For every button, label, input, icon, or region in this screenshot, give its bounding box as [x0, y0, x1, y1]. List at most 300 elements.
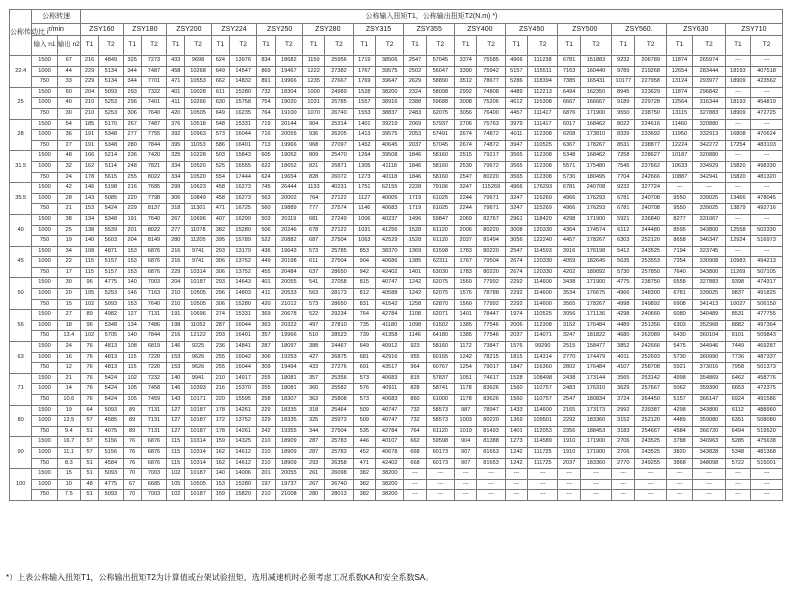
torque-cell: 25973 — [325, 416, 353, 427]
torque-cell: 5198 — [99, 183, 123, 194]
torque-cell: 38916 — [375, 98, 403, 109]
torque-cell: 14803 — [229, 289, 256, 300]
torque-cell: 713 — [257, 140, 275, 151]
torque-cell: 111725 — [528, 458, 558, 469]
torque-cell: 75942 — [477, 66, 505, 77]
input-speed-cell: 1000 — [32, 193, 57, 204]
torque-cell: 5134 — [99, 66, 123, 77]
torque-cell: 210 — [257, 437, 275, 448]
t2-header: T2 — [99, 36, 123, 56]
t1-header: T1 — [725, 36, 750, 56]
torque-cell: 834 — [257, 56, 275, 67]
torque-cell: 388 — [302, 342, 324, 353]
torque-cell: 3152 — [612, 416, 635, 427]
torque-cell: 3008 — [505, 225, 527, 236]
torque-cell: 174574 — [580, 225, 611, 236]
input-speed-cell: 750 — [32, 236, 57, 247]
torque-cell: 76 — [80, 373, 98, 384]
torque-cell: 6819 — [141, 342, 166, 353]
torque-cell: 89 — [123, 405, 141, 416]
torque-cell: 342272 — [693, 140, 725, 151]
torque-cell: --- — [528, 490, 558, 501]
torque-cell: 253553 — [635, 257, 666, 268]
torque-cell: 1098 — [404, 320, 426, 331]
torque-cell: 1242 — [505, 458, 527, 469]
torque-cell: 79671 — [477, 204, 505, 215]
torque-cell: 3565 — [505, 151, 527, 162]
torque-cell: 5348 — [725, 447, 750, 458]
torque-cell: 1369 — [505, 416, 527, 427]
torque-cell: 8277 — [666, 214, 692, 225]
t1-header: T1 — [558, 36, 580, 56]
torque-cell: 188453 — [580, 426, 611, 437]
torque-cell: 1557 — [353, 98, 375, 109]
t2-header: T2 — [751, 36, 783, 56]
torque-cell: 11301 — [185, 204, 211, 215]
torque-cell: 60173 — [426, 458, 454, 469]
torque-cell: 38200 — [375, 479, 403, 490]
torque-cell: 168462 — [580, 119, 611, 130]
torque-cell: 7755 — [141, 130, 166, 141]
torque-cell: 649 — [211, 108, 229, 119]
torque-cell: 58160 — [426, 342, 454, 353]
torque-cell: 334 — [167, 161, 185, 172]
torque-cell: 9837 — [725, 289, 750, 300]
table-row — [10, 214, 783, 225]
table-row — [10, 98, 783, 109]
torque-cell: 120330 — [528, 225, 558, 236]
torque-cell: 458776 — [751, 373, 783, 384]
model-header: ZSY500 — [558, 24, 612, 36]
torque-cell: 19966 — [275, 77, 302, 88]
torque-cell: 112308 — [528, 151, 558, 162]
torque-cell: 359080 — [693, 416, 725, 427]
torque-cell: 162 — [80, 161, 98, 172]
torque-cell: 115511 — [528, 66, 558, 77]
torque-cell: --- — [751, 246, 783, 257]
torque-cell: 343800 — [693, 405, 725, 416]
torque-cell: 42529 — [375, 236, 403, 247]
t1-header: T1 — [455, 36, 477, 56]
torque-cell: 77546 — [477, 320, 505, 331]
torque-cell: 236 — [123, 151, 141, 162]
torque-cell: 1553 — [353, 108, 375, 119]
torque-cell: 146 — [123, 289, 141, 300]
torque-cell: 560 — [257, 204, 275, 215]
torque-cell: 678 — [302, 225, 324, 236]
t1-header: T1 — [612, 36, 635, 56]
torque-cell: 280 — [123, 140, 141, 151]
torque-cell: 4813 — [99, 352, 123, 363]
torque-cell: 62311 — [426, 257, 454, 268]
torque-cell: 114593 — [528, 246, 558, 257]
table-row — [10, 172, 783, 183]
torque-cell: 3820 — [666, 447, 692, 458]
torque-cell: 3724 — [612, 395, 635, 406]
torque-cell: 111725 — [528, 447, 558, 458]
torque-cell: 38200 — [375, 87, 403, 98]
torque-cell: 10228 — [185, 151, 211, 162]
torque-cell: 287 — [211, 320, 229, 331]
torque-cell: 293 — [123, 87, 141, 98]
torque-cell: 6685 — [141, 479, 166, 490]
torque-cell: 491586 — [751, 395, 783, 406]
torque-cell: 255 — [211, 363, 229, 374]
torque-cell: 4849 — [99, 56, 123, 67]
input-speed-header: 输入 n1 — [32, 36, 57, 56]
torque-cell: 3152 — [558, 320, 580, 331]
torque-cell: 15595 — [229, 395, 256, 406]
torque-cell: 10314 — [185, 447, 211, 458]
torque-cell: 10314 — [185, 267, 211, 278]
torque-cell: 535 — [353, 426, 375, 437]
torque-cell: 27504 — [325, 236, 353, 247]
torque-cell: 340963 — [693, 437, 725, 448]
torque-cell: 42784 — [375, 310, 403, 321]
torque-cell: 20055 — [275, 278, 302, 289]
torque-cell: 74617 — [477, 373, 505, 384]
torque-cell: 325 — [302, 416, 324, 427]
torque-cell: 3008 — [455, 98, 477, 109]
torque-cell: 907 — [455, 447, 477, 458]
torque-cell: --- — [580, 469, 611, 480]
torque-cell: 7420 — [141, 151, 166, 162]
table-row — [10, 363, 783, 374]
torque-cell: 16299 — [229, 214, 256, 225]
torque-cell: 5424 — [99, 204, 123, 215]
torque-cell: 5093 — [99, 299, 123, 310]
model-header: ZSY224 — [211, 24, 257, 36]
torque-cell: 206789 — [635, 56, 666, 67]
torque-cell: 277 — [167, 225, 185, 236]
torque-cell: 339025 — [693, 193, 725, 204]
torque-cell: --- — [725, 56, 750, 67]
torque-cell: 15843 — [229, 151, 256, 162]
torque-cell: 494213 — [751, 257, 783, 268]
torque-cell: 57937 — [426, 119, 454, 130]
torque-cell: 306 — [257, 352, 275, 363]
torque-cell: 255 — [257, 373, 275, 384]
output-speed-cell: 15 — [57, 299, 80, 310]
torque-cell: 14006 — [229, 469, 256, 480]
torque-cell: 363 — [302, 395, 324, 406]
torque-cell: 471 — [211, 204, 229, 215]
torque-cell: 233692 — [635, 130, 666, 141]
torque-cell: 1576 — [505, 342, 527, 353]
torque-cell: 6781 — [666, 289, 692, 300]
torque-cell: 75206 — [477, 98, 505, 109]
torque-cell: 497364 — [751, 320, 783, 331]
torque-cell: 7640 — [141, 108, 166, 119]
torque-cell: 180495 — [580, 172, 611, 183]
torque-cell: 19966 — [275, 331, 302, 342]
torque-cell: 287 — [257, 342, 275, 353]
torque-cell: 115269 — [477, 183, 505, 194]
torque-cell: 27504 — [325, 426, 353, 437]
torque-cell: 76 — [80, 342, 98, 353]
torque-cell: 62075 — [426, 108, 454, 119]
torque-cell: 111238 — [528, 56, 558, 67]
torque-cell: 433 — [167, 56, 185, 67]
output-speed-cell: 34 — [57, 246, 80, 257]
torque-cell: 5730 — [558, 172, 580, 183]
torque-cell: 3438 — [558, 278, 580, 289]
torque-cell: 210 — [80, 98, 98, 109]
table-row — [10, 225, 783, 236]
torque-cell: 3390 — [455, 66, 477, 77]
table-row — [10, 140, 783, 151]
torque-cell: 18335 — [275, 405, 302, 416]
torque-cell: 51 — [80, 469, 98, 480]
torque-cell: 257850 — [635, 267, 666, 278]
torque-cell: 168462 — [580, 151, 611, 162]
torque-cell: 2547 — [455, 172, 477, 183]
torque-cell: 19253 — [275, 352, 302, 363]
torque-cell: 1051 — [455, 373, 477, 384]
torque-cell: 176293 — [580, 193, 611, 204]
torque-cell: 8022 — [612, 119, 635, 130]
torque-cell: 1560 — [455, 299, 477, 310]
torque-cell: 904 — [455, 437, 477, 448]
torque-cell: 4966 — [558, 204, 580, 215]
torque-cell: 5730 — [666, 352, 692, 363]
input-speed-cell: 1000 — [32, 289, 57, 300]
torque-cell: 229 — [80, 77, 98, 88]
torque-cell: 191 — [80, 140, 98, 151]
torque-cell: 160440 — [580, 66, 611, 77]
torque-cell: 3247 — [505, 193, 527, 204]
torque-cell: 5722 — [725, 458, 750, 469]
torque-cell: 472375 — [751, 384, 783, 395]
torque-cell: 330908 — [693, 257, 725, 268]
t2-header: T2 — [635, 36, 666, 56]
torque-cell: 968 — [302, 140, 324, 151]
torque-cell: 280 — [167, 236, 185, 247]
torque-cell: 89 — [80, 310, 98, 321]
torque-cell: 248300 — [635, 289, 666, 300]
torque-cell: 40588 — [375, 289, 403, 300]
torque-cell: 146 — [167, 384, 185, 395]
torque-cell: 274 — [211, 310, 229, 321]
torque-cell: 73847 — [477, 342, 505, 353]
torque-cell: 158477 — [580, 342, 611, 353]
torque-cell: 216 — [167, 331, 185, 342]
t2-header: T2 — [426, 36, 454, 56]
torque-cell: 2706 — [612, 447, 635, 458]
torque-cell: 10187 — [185, 405, 211, 416]
torque-cell: 173144 — [580, 373, 611, 384]
torque-cell: 38200 — [375, 469, 403, 480]
torque-cell: 4966 — [505, 56, 527, 67]
torque-cell: 455 — [257, 267, 275, 278]
torque-cell: 376 — [167, 119, 185, 130]
torque-cell: 13124 — [666, 77, 692, 88]
torque-cell: 39575 — [375, 66, 403, 77]
torque-cell: 334929 — [693, 161, 725, 172]
torque-cell: 2324 — [404, 87, 426, 98]
torque-cell: 10266 — [185, 98, 211, 109]
torque-cell: 38506 — [375, 56, 403, 67]
torque-cell: 622 — [257, 161, 275, 172]
torque-cell: 159 — [211, 490, 229, 501]
torque-cell: 60165 — [426, 352, 454, 363]
torque-cell: 102 — [80, 331, 98, 342]
torque-cell: 487337 — [751, 352, 783, 363]
torque-cell: 67 — [123, 479, 141, 490]
torque-cell: 293 — [211, 331, 229, 342]
torque-cell: 257667 — [635, 384, 666, 395]
torque-cell: 108498 — [528, 373, 558, 384]
torque-cell: 61025 — [426, 204, 454, 215]
torque-cell: 662 — [211, 77, 229, 88]
torque-cell: 6303 — [666, 320, 692, 331]
torque-cell: 320880 — [693, 151, 725, 162]
torque-cell: 5286 — [505, 77, 527, 88]
torque-cell: 127 — [167, 426, 185, 437]
torque-cell: 8595 — [666, 225, 692, 236]
torque-cell: 28650 — [325, 267, 353, 278]
output-speed-cell: 42 — [57, 183, 80, 194]
torque-cell: 611 — [302, 257, 324, 268]
torque-cell: 153 — [123, 267, 141, 278]
torque-cell: 4612 — [505, 98, 527, 109]
torque-cell: 573 — [353, 373, 375, 384]
input-speed-cell: 1000 — [32, 352, 57, 363]
torque-cell: 586 — [211, 140, 229, 151]
torque-cell: 869 — [257, 66, 275, 77]
torque-cell: 4457 — [505, 108, 527, 119]
torque-cell: 1401 — [404, 267, 426, 278]
torque-cell: 5093 — [99, 469, 123, 480]
torque-cell: 240660 — [635, 310, 666, 321]
torque-cell: 24989 — [325, 87, 353, 98]
torque-cell: --- — [751, 119, 783, 130]
torque-cell: 13752 — [229, 257, 256, 268]
torque-cell: 10520 — [185, 161, 211, 172]
torque-cell: 541 — [302, 278, 324, 289]
torque-cell: 13752 — [229, 416, 256, 427]
torque-cell: --- — [751, 183, 783, 194]
torque-cell: 38200 — [375, 490, 403, 501]
torque-cell: --- — [404, 479, 426, 490]
model-header: ZSY180 — [123, 24, 167, 36]
torque-cell: 1846 — [404, 172, 426, 183]
torque-cell: 61598 — [426, 246, 454, 257]
torque-cell: 344946 — [693, 342, 725, 353]
torque-cell: 12224 — [666, 140, 692, 151]
footnote: *）上表公称输入扭矩T1，公称输出扭矩T2为计算值或台架试验扭矩，选用减速机时必须考虑工况系数KA和安全系数SA。 — [6, 573, 434, 582]
table-row — [10, 320, 783, 331]
torque-cell: --- — [751, 56, 783, 67]
torque-cell: 42916 — [375, 352, 403, 363]
torque-cell: 61000 — [426, 395, 454, 406]
torque-cell: 2706 — [612, 437, 635, 448]
torque-cell: 1146 — [353, 204, 375, 215]
torque-cell: 11874 — [666, 87, 692, 98]
torque-cell: 9225 — [185, 342, 211, 353]
torque-cell: 2483 — [558, 384, 580, 395]
torque-cell: 306 — [211, 257, 229, 268]
torque-cell: 287 — [302, 447, 324, 458]
output-speed-cell: 54 — [57, 119, 80, 130]
torque-cell: 2006 — [455, 225, 477, 236]
output-speed-cell: 9.4 — [57, 426, 80, 437]
torque-cell: 2165 — [558, 405, 580, 416]
torque-cell: 9789 — [612, 66, 635, 77]
torque-cell: 2292 — [505, 278, 527, 289]
torque-cell: 58573 — [426, 405, 454, 416]
torque-cell: 691 — [353, 363, 375, 374]
torque-cell: 7704 — [612, 172, 635, 183]
torque-cell: 173173 — [580, 405, 611, 416]
torque-cell: --- — [477, 479, 505, 490]
torque-cell: 76 — [80, 352, 98, 363]
torque-cell: 83626 — [477, 395, 505, 406]
torque-cell: 5157 — [666, 395, 692, 406]
torque-cell: 5348 — [99, 130, 123, 141]
torque-cell: 146 — [80, 183, 98, 194]
torque-cell: 2515 — [558, 342, 580, 353]
torque-cell: 2706 — [455, 119, 477, 130]
torque-cell: 18307 — [275, 395, 302, 406]
torque-cell: 58890 — [426, 77, 454, 88]
torque-cell: 904 — [353, 257, 375, 268]
torque-cell: 10187 — [185, 426, 211, 437]
ratio-cell: 28 — [10, 119, 32, 151]
torque-cell: 178 — [211, 405, 229, 416]
torque-cell: 573 — [211, 130, 229, 141]
torque-cell: 178267 — [580, 140, 611, 151]
torque-cell: 176675 — [580, 289, 611, 300]
torque-cell: 40686 — [375, 257, 403, 268]
torque-cell: 79672 — [477, 161, 505, 172]
torque-cell: 1385 — [455, 320, 477, 331]
t2-header: T2 — [229, 36, 256, 56]
torque-cell: 3183 — [612, 426, 635, 437]
table-row — [10, 289, 783, 300]
torque-cell: 2515 — [455, 151, 477, 162]
output-speed-cell: 27 — [57, 140, 80, 151]
torque-cell: 78788 — [477, 289, 505, 300]
torque-cell: 1815 — [505, 352, 527, 363]
torque-cell: 140 — [211, 469, 229, 480]
torque-cell: --- — [725, 246, 750, 257]
torque-cell: --- — [612, 490, 635, 501]
torque-cell: 18909 — [275, 437, 302, 448]
torque-cell: 1719 — [353, 56, 375, 67]
torque-cell: 401 — [257, 278, 275, 289]
input-speed-cell: 1500 — [32, 87, 57, 98]
torque-cell: 7131 — [141, 310, 166, 321]
input-speed-cell: 1000 — [32, 416, 57, 427]
torque-cell: 327724 — [635, 183, 666, 194]
t1-header: T1 — [353, 36, 375, 56]
torque-cell: 172 — [211, 416, 229, 427]
torque-cell: 51 — [80, 426, 98, 437]
torque-cell: 1159 — [302, 56, 324, 67]
torque-cell: 9941 — [185, 373, 211, 384]
torque-cell: 255 — [211, 352, 229, 363]
torque-cell: 19467 — [275, 66, 302, 77]
input-speed-cell: 1500 — [32, 119, 57, 130]
torque-cell: 6112 — [612, 225, 635, 236]
torque-cell: 40237 — [375, 214, 403, 225]
torque-cell: 77992 — [477, 299, 505, 310]
torque-cell: 140 — [123, 278, 141, 289]
torque-cell: 293 — [302, 458, 324, 469]
torque-cell: 525 — [211, 161, 229, 172]
input-speed-cell: 1500 — [32, 246, 57, 257]
